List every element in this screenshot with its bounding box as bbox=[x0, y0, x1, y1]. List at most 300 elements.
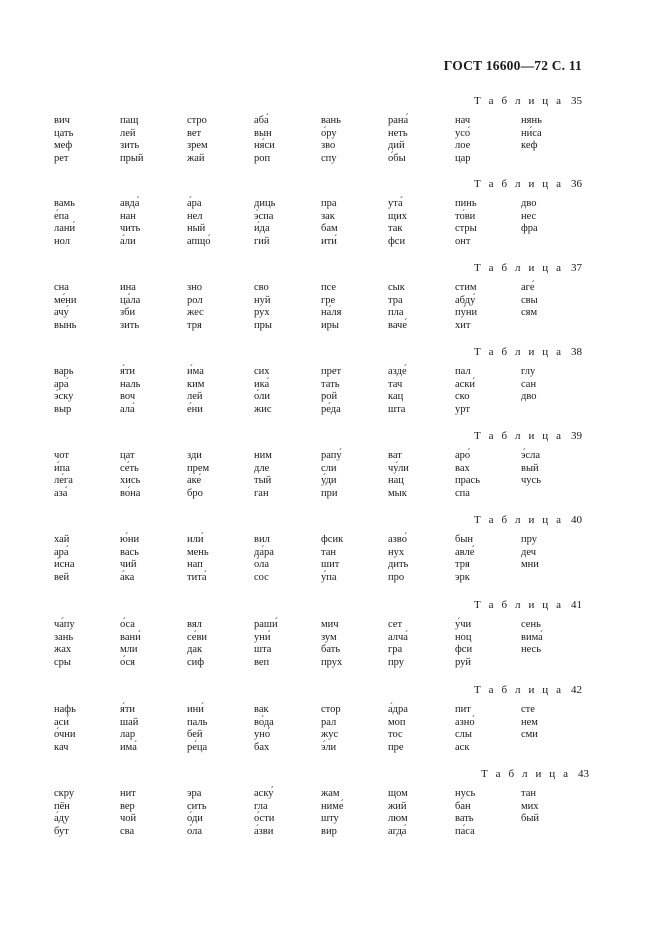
syllable-word: е́па bbox=[54, 210, 69, 222]
syllable-word: ним bbox=[254, 450, 272, 461]
syllable-word: хит bbox=[455, 319, 471, 331]
syllable-word: а́ли bbox=[120, 235, 136, 247]
syllable-word: о́са bbox=[120, 619, 135, 630]
syllable-column bbox=[455, 282, 477, 332]
table-block bbox=[0, 95, 662, 175]
syllable-word: кеф bbox=[521, 140, 538, 152]
syllable-word: ган bbox=[254, 487, 269, 499]
syllable-column bbox=[120, 704, 138, 754]
syllable-column bbox=[521, 450, 541, 488]
syllable-word: нафь bbox=[54, 704, 76, 715]
table-caption-label: Т а б л и ц а bbox=[473, 430, 564, 442]
syllable-word: нап bbox=[187, 559, 203, 571]
syllable-column bbox=[521, 619, 543, 657]
syllable-word: дво bbox=[521, 198, 537, 209]
syllable-column bbox=[254, 115, 275, 165]
syllable-column bbox=[187, 450, 209, 500]
syllable-word: прась bbox=[455, 475, 480, 487]
syllable-word: ваче́ bbox=[388, 319, 408, 331]
syllable-word: ца́ла bbox=[120, 294, 141, 306]
syllable-word: авда́ bbox=[120, 198, 140, 209]
syllable-word: пал bbox=[455, 366, 471, 377]
syllable-word: сень bbox=[521, 619, 541, 630]
syllable-word: жус bbox=[321, 729, 339, 741]
syllable-word: тря bbox=[187, 319, 202, 331]
syllable-word: вима́ bbox=[521, 631, 543, 643]
syllable-word: цар bbox=[455, 152, 471, 164]
syllable-word: вын bbox=[254, 127, 272, 139]
syllable-column bbox=[254, 534, 274, 584]
syllable-word: ю́ни bbox=[120, 534, 140, 545]
syllable-column bbox=[388, 619, 408, 669]
syllable-word: вани́ bbox=[120, 631, 141, 643]
syllable-word: мич bbox=[321, 619, 339, 630]
syllable-word: наль bbox=[120, 378, 141, 390]
syllable-word: рух bbox=[254, 307, 270, 319]
syllable-word: сми bbox=[521, 729, 538, 741]
syllable-word: ре́ца bbox=[187, 741, 208, 753]
syllable-column bbox=[120, 115, 144, 165]
syllable-word: иры bbox=[321, 319, 339, 331]
table-caption bbox=[474, 430, 582, 442]
syllable-word: а́дра bbox=[388, 704, 408, 715]
syllable-word: вер bbox=[120, 800, 135, 812]
syllable-column bbox=[187, 282, 204, 332]
syllable-word: фси bbox=[455, 644, 473, 656]
syllable-word: шит bbox=[321, 559, 340, 571]
syllable-word: свы bbox=[521, 294, 538, 306]
syllable-word: се́ть bbox=[120, 462, 139, 474]
syllable-word: рана́ bbox=[388, 115, 409, 126]
syllable-word: се́ви bbox=[187, 631, 208, 643]
syllable-word: бый bbox=[521, 813, 540, 825]
syllable-word: сос bbox=[254, 571, 269, 583]
table-caption-label: Т а б л и ц а bbox=[473, 514, 564, 526]
syllable-word: сям bbox=[521, 307, 538, 319]
syllable-word: зди bbox=[187, 450, 202, 461]
syllable-word: пинь bbox=[455, 198, 477, 209]
syllable-word: и́ма bbox=[187, 366, 204, 377]
syllable-word: зак bbox=[321, 210, 335, 222]
syllable-column bbox=[521, 534, 539, 572]
syllable-word: я́ти bbox=[120, 366, 136, 377]
table-block bbox=[0, 768, 662, 848]
syllable-word: ара́ bbox=[54, 546, 69, 558]
syllable-word: азно́ bbox=[455, 716, 475, 728]
syllable-word: дий bbox=[388, 140, 405, 152]
syllable-word: пит bbox=[455, 704, 471, 715]
table-block bbox=[0, 514, 662, 594]
syllable-word: ре́да bbox=[321, 403, 341, 415]
syllable-word: гий bbox=[254, 235, 270, 247]
syllable-word: аро́ bbox=[455, 450, 471, 461]
syllable-word: бын bbox=[455, 534, 474, 545]
syllable-word: щих bbox=[388, 210, 407, 222]
syllable-word: да́ра bbox=[254, 546, 274, 558]
syllable-word: деч bbox=[521, 546, 537, 558]
syllable-word: ча́пу bbox=[54, 619, 75, 630]
syllable-word: спу bbox=[321, 152, 337, 164]
syllable-word: прух bbox=[321, 656, 343, 668]
syllable-column bbox=[321, 115, 341, 165]
syllable-column bbox=[388, 282, 407, 332]
syllable-word: рапу́ bbox=[321, 450, 342, 461]
syllable-word: мли bbox=[120, 644, 138, 656]
syllable-word: чий bbox=[120, 559, 137, 571]
syllable-column bbox=[187, 534, 209, 584]
syllable-word: гра bbox=[388, 644, 403, 656]
syllable-word: вир bbox=[321, 825, 337, 837]
syllable-word: ика́ bbox=[254, 378, 270, 390]
syllable-word: пу́ни bbox=[455, 307, 478, 319]
syllable-column bbox=[455, 704, 475, 754]
syllable-word: цат bbox=[120, 450, 135, 461]
syllable-word: лар bbox=[120, 729, 136, 741]
syllable-word: чусь bbox=[521, 475, 541, 487]
syllable-column bbox=[254, 282, 272, 332]
syllable-word: тита́ bbox=[187, 571, 207, 583]
syllable-word: нем bbox=[521, 716, 538, 728]
syllable-word: то́ви bbox=[455, 210, 476, 222]
syllable-word: сво bbox=[254, 282, 269, 293]
table-caption bbox=[474, 599, 582, 611]
syllable-word: пла bbox=[388, 307, 404, 319]
syllable-word: э́ску bbox=[54, 391, 74, 403]
syllable-word: ноц bbox=[455, 631, 472, 643]
syllable-column bbox=[254, 704, 274, 754]
table-block bbox=[0, 684, 662, 764]
syllable-word: сры bbox=[54, 656, 71, 668]
syllable-word: зно bbox=[187, 282, 203, 293]
syllable-word: вак bbox=[254, 704, 269, 715]
syllable-column bbox=[321, 704, 341, 754]
table-caption bbox=[474, 346, 582, 358]
syllable-word: ута́ bbox=[388, 198, 403, 209]
table-block bbox=[0, 178, 662, 258]
syllable-word: э́ли bbox=[321, 741, 337, 753]
table-number: 37 bbox=[571, 262, 582, 274]
syllable-column bbox=[321, 534, 343, 584]
syllable-column bbox=[254, 788, 274, 838]
syllable-word: нац bbox=[388, 475, 404, 487]
table-block bbox=[0, 430, 662, 510]
syllable-word: авле́ bbox=[455, 546, 475, 558]
syllable-word: вынь bbox=[54, 319, 77, 331]
table-number: 38 bbox=[571, 346, 582, 358]
syllable-word: бан bbox=[455, 800, 471, 812]
syllable-word: жий bbox=[388, 800, 407, 812]
syllable-word: ина bbox=[120, 282, 136, 293]
syllable-word: прет bbox=[321, 366, 342, 377]
syllable-word: сык bbox=[388, 282, 405, 293]
syllable-word: пре bbox=[388, 741, 404, 753]
syllable-column bbox=[388, 198, 407, 248]
syllable-word: стим bbox=[455, 282, 477, 293]
table-caption bbox=[474, 262, 582, 274]
table-caption-label: Т а б л и ц а bbox=[473, 346, 564, 358]
syllable-column bbox=[388, 534, 408, 584]
syllable-word: тать bbox=[321, 378, 340, 390]
syllable-word: зум bbox=[321, 631, 337, 643]
syllable-word: вах bbox=[455, 462, 470, 474]
syllable-word: диць bbox=[254, 198, 276, 209]
syllable-column bbox=[54, 366, 74, 416]
syllable-word: а́зви bbox=[254, 825, 274, 837]
syllable-word: а́ка bbox=[120, 571, 135, 583]
syllable-word: вет bbox=[187, 127, 202, 139]
syllable-word: нес bbox=[521, 210, 537, 222]
syllable-column bbox=[455, 198, 477, 248]
syllable-word: рол bbox=[187, 294, 203, 306]
syllable-word: бей bbox=[187, 729, 203, 741]
syllable-word: кац bbox=[388, 391, 404, 403]
syllable-word: алча́ bbox=[388, 631, 408, 643]
syllable-column bbox=[187, 115, 208, 165]
syllable-word: у́чи bbox=[455, 619, 472, 630]
syllable-word: нач bbox=[455, 115, 471, 126]
syllable-column bbox=[455, 788, 475, 838]
syllable-word: эра bbox=[187, 788, 202, 799]
table-number: 36 bbox=[571, 178, 582, 190]
table-caption-label: Т а б л и ц а bbox=[473, 599, 564, 611]
syllable-word: кач bbox=[54, 741, 69, 753]
syllable-column bbox=[321, 619, 342, 669]
syllable-word: у́па bbox=[321, 571, 337, 583]
syllable-word: веп bbox=[254, 656, 270, 668]
syllable-word: гла bbox=[254, 800, 268, 812]
syllable-word: а́ду bbox=[54, 813, 70, 825]
syllable-word: мни bbox=[521, 559, 539, 571]
syllable-word: сиф bbox=[187, 656, 205, 668]
syllable-word: сна bbox=[54, 282, 69, 293]
syllable-word: ни́са bbox=[521, 127, 542, 139]
syllable-word: сих bbox=[254, 366, 270, 377]
syllable-column bbox=[254, 619, 278, 669]
syllable-word: тос bbox=[388, 729, 403, 741]
table-block bbox=[0, 262, 662, 342]
syllable-word: фра bbox=[521, 223, 538, 235]
syllable-word: тан bbox=[521, 788, 536, 799]
table-caption bbox=[474, 178, 582, 190]
syllable-word: па́са bbox=[455, 825, 475, 837]
syllable-word: уни́ bbox=[254, 631, 271, 643]
syllable-word: глу bbox=[521, 366, 536, 377]
syllable-word: жай bbox=[187, 152, 205, 164]
syllable-word: псе bbox=[321, 282, 337, 293]
syllable-word: онт bbox=[455, 235, 471, 247]
syllable-word: э́спа bbox=[254, 210, 274, 222]
syllable-word: аге́ bbox=[521, 282, 535, 293]
syllable-word: абду́ bbox=[455, 294, 476, 306]
syllable-word: скру bbox=[54, 788, 75, 799]
syllable-word: вась bbox=[120, 546, 139, 558]
syllable-column bbox=[120, 788, 136, 838]
syllable-column bbox=[120, 619, 141, 669]
syllable-word: чот bbox=[54, 450, 69, 461]
syllable-word: пра bbox=[321, 198, 337, 209]
syllable-word: азде́ bbox=[388, 366, 407, 377]
syllable-column bbox=[388, 366, 407, 416]
syllable-column bbox=[54, 534, 75, 584]
syllable-word: бро bbox=[187, 487, 203, 499]
syllable-word: зво bbox=[321, 140, 336, 152]
syllable-word: ини́ bbox=[187, 704, 204, 715]
syllable-word: урт bbox=[455, 403, 470, 415]
syllable-column bbox=[120, 534, 139, 584]
syllable-word: дак bbox=[187, 644, 203, 656]
syllable-word: нух bbox=[388, 546, 405, 558]
table-caption-label: Т а б л и ц а bbox=[473, 178, 564, 190]
syllable-word: азво́ bbox=[388, 534, 407, 545]
syllable-word: о́ли bbox=[254, 391, 270, 403]
syllable-word: нан bbox=[120, 210, 136, 222]
syllable-column bbox=[521, 788, 539, 826]
syllable-column bbox=[54, 450, 73, 500]
syllable-word: вич bbox=[54, 115, 70, 126]
syllable-word: о́ла bbox=[254, 559, 270, 571]
syllable-word: тач bbox=[388, 378, 403, 390]
syllable-word: мень bbox=[187, 546, 209, 558]
syllable-word: рой bbox=[321, 391, 338, 403]
syllable-word: о́чни bbox=[54, 729, 76, 741]
table-caption-label: Т а б л и ц а bbox=[480, 768, 571, 780]
table-caption-label: Т а б л и ц а bbox=[473, 95, 564, 107]
syllable-word: ала́ bbox=[120, 403, 135, 415]
syllable-word: вей bbox=[54, 571, 70, 583]
table-caption bbox=[481, 768, 589, 780]
syllable-column bbox=[521, 704, 538, 742]
syllable-word: ким bbox=[187, 378, 205, 390]
syllable-word: на́ля bbox=[321, 307, 342, 319]
syllable-word: пру bbox=[388, 656, 404, 668]
syllable-column bbox=[54, 115, 73, 165]
syllable-word: бут bbox=[54, 825, 69, 837]
syllable-column bbox=[388, 450, 409, 500]
syllable-word: меф bbox=[54, 140, 73, 152]
syllable-word: сли bbox=[321, 462, 337, 474]
syllable-word: аза́ bbox=[54, 487, 68, 499]
syllable-word: у́ди bbox=[321, 475, 337, 487]
syllable-word: нит bbox=[120, 788, 136, 799]
syllable-word: усо́ bbox=[455, 127, 471, 139]
syllable-word: сте bbox=[521, 704, 535, 715]
syllable-word: тый bbox=[254, 475, 272, 487]
syllable-word: тра bbox=[388, 294, 403, 306]
syllable-column bbox=[187, 198, 210, 248]
syllable-word: лое bbox=[455, 140, 471, 152]
syllable-word: эрк bbox=[455, 571, 470, 583]
syllable-word: рал bbox=[321, 716, 337, 728]
syllable-column bbox=[54, 198, 75, 248]
syllable-word: э́сла bbox=[521, 450, 541, 461]
syllable-column bbox=[54, 619, 75, 669]
syllable-word: вать bbox=[455, 813, 474, 825]
table-caption bbox=[474, 95, 582, 107]
syllable-word: во́на bbox=[120, 487, 141, 499]
syllable-word: е́ни bbox=[187, 403, 203, 415]
syllable-word: тан bbox=[321, 546, 336, 558]
syllable-word: паль bbox=[187, 716, 208, 728]
syllable-word: жис bbox=[254, 403, 272, 415]
syllable-column bbox=[388, 115, 408, 165]
table-number: 39 bbox=[571, 430, 582, 442]
syllable-column bbox=[321, 282, 341, 332]
syllable-column bbox=[120, 198, 140, 248]
syllable-word: стры bbox=[455, 223, 477, 235]
syllable-word: дле bbox=[254, 462, 270, 474]
syllable-word: про bbox=[388, 571, 405, 583]
syllable-column bbox=[388, 788, 408, 838]
syllable-word: вял bbox=[187, 619, 202, 630]
syllable-column bbox=[54, 704, 76, 754]
syllable-word: о́ся bbox=[120, 656, 136, 668]
syllable-word: тря bbox=[455, 559, 470, 571]
syllable-word: слы bbox=[455, 729, 472, 741]
syllable-word: пры bbox=[254, 319, 272, 331]
syllable-column bbox=[120, 366, 140, 416]
syllable-word: жах bbox=[54, 644, 72, 656]
syllable-word: ме́ни bbox=[54, 294, 77, 306]
syllable-word: о́ла bbox=[187, 825, 203, 837]
syllable-word: апщо́ bbox=[187, 235, 211, 247]
syllable-word: а́ра bbox=[187, 198, 202, 209]
syllable-word: ный bbox=[187, 223, 206, 235]
syllable-column bbox=[254, 366, 272, 416]
syllable-column bbox=[187, 704, 207, 754]
syllable-word: нол bbox=[54, 235, 70, 247]
syllable-column bbox=[54, 282, 77, 332]
syllable-column bbox=[521, 282, 538, 320]
syllable-word: и́сна bbox=[54, 559, 75, 571]
syllable-column bbox=[120, 450, 140, 500]
syllable-word: раши́ bbox=[254, 619, 278, 630]
syllable-word: неть bbox=[388, 127, 408, 139]
syllable-word: сан bbox=[521, 378, 537, 390]
syllable-word: чу́ли bbox=[388, 462, 409, 474]
syllable-word: спа bbox=[455, 487, 470, 499]
syllable-word: во́да bbox=[254, 716, 274, 728]
syllable-word: има́ bbox=[120, 741, 137, 753]
syllable-word: дво bbox=[521, 391, 537, 403]
page-header: ГОСТ 16600—72 С. 11 bbox=[443, 58, 582, 73]
table-number: 41 bbox=[571, 599, 582, 611]
syllable-column bbox=[455, 115, 471, 165]
syllable-column bbox=[321, 198, 338, 248]
syllable-column bbox=[254, 450, 272, 500]
syllable-word: щом bbox=[388, 788, 408, 799]
syllable-word: шту bbox=[321, 813, 339, 825]
syllable-word: и́да bbox=[254, 223, 270, 235]
syllable-word: сить bbox=[187, 800, 207, 812]
table-block bbox=[0, 346, 662, 426]
syllable-column bbox=[254, 198, 275, 248]
syllable-word: шта bbox=[254, 644, 272, 656]
table-number: 40 bbox=[571, 514, 582, 526]
syllable-word: о́ру bbox=[321, 127, 337, 139]
syllable-word: шай bbox=[120, 716, 139, 728]
syllable-word: фси bbox=[388, 235, 406, 247]
syllable-word: аке́ bbox=[187, 475, 202, 487]
syllable-word: я́ти bbox=[120, 704, 136, 715]
syllable-column bbox=[187, 619, 207, 669]
syllable-word: ачу́ bbox=[54, 307, 69, 319]
syllable-word: уно́ bbox=[254, 729, 271, 741]
syllable-word: выр bbox=[54, 403, 72, 415]
syllable-word: бам bbox=[321, 223, 338, 235]
syllable-word: ниме́ bbox=[321, 800, 344, 812]
syllable-word: прый bbox=[120, 152, 144, 164]
syllable-word: лей bbox=[120, 127, 136, 139]
